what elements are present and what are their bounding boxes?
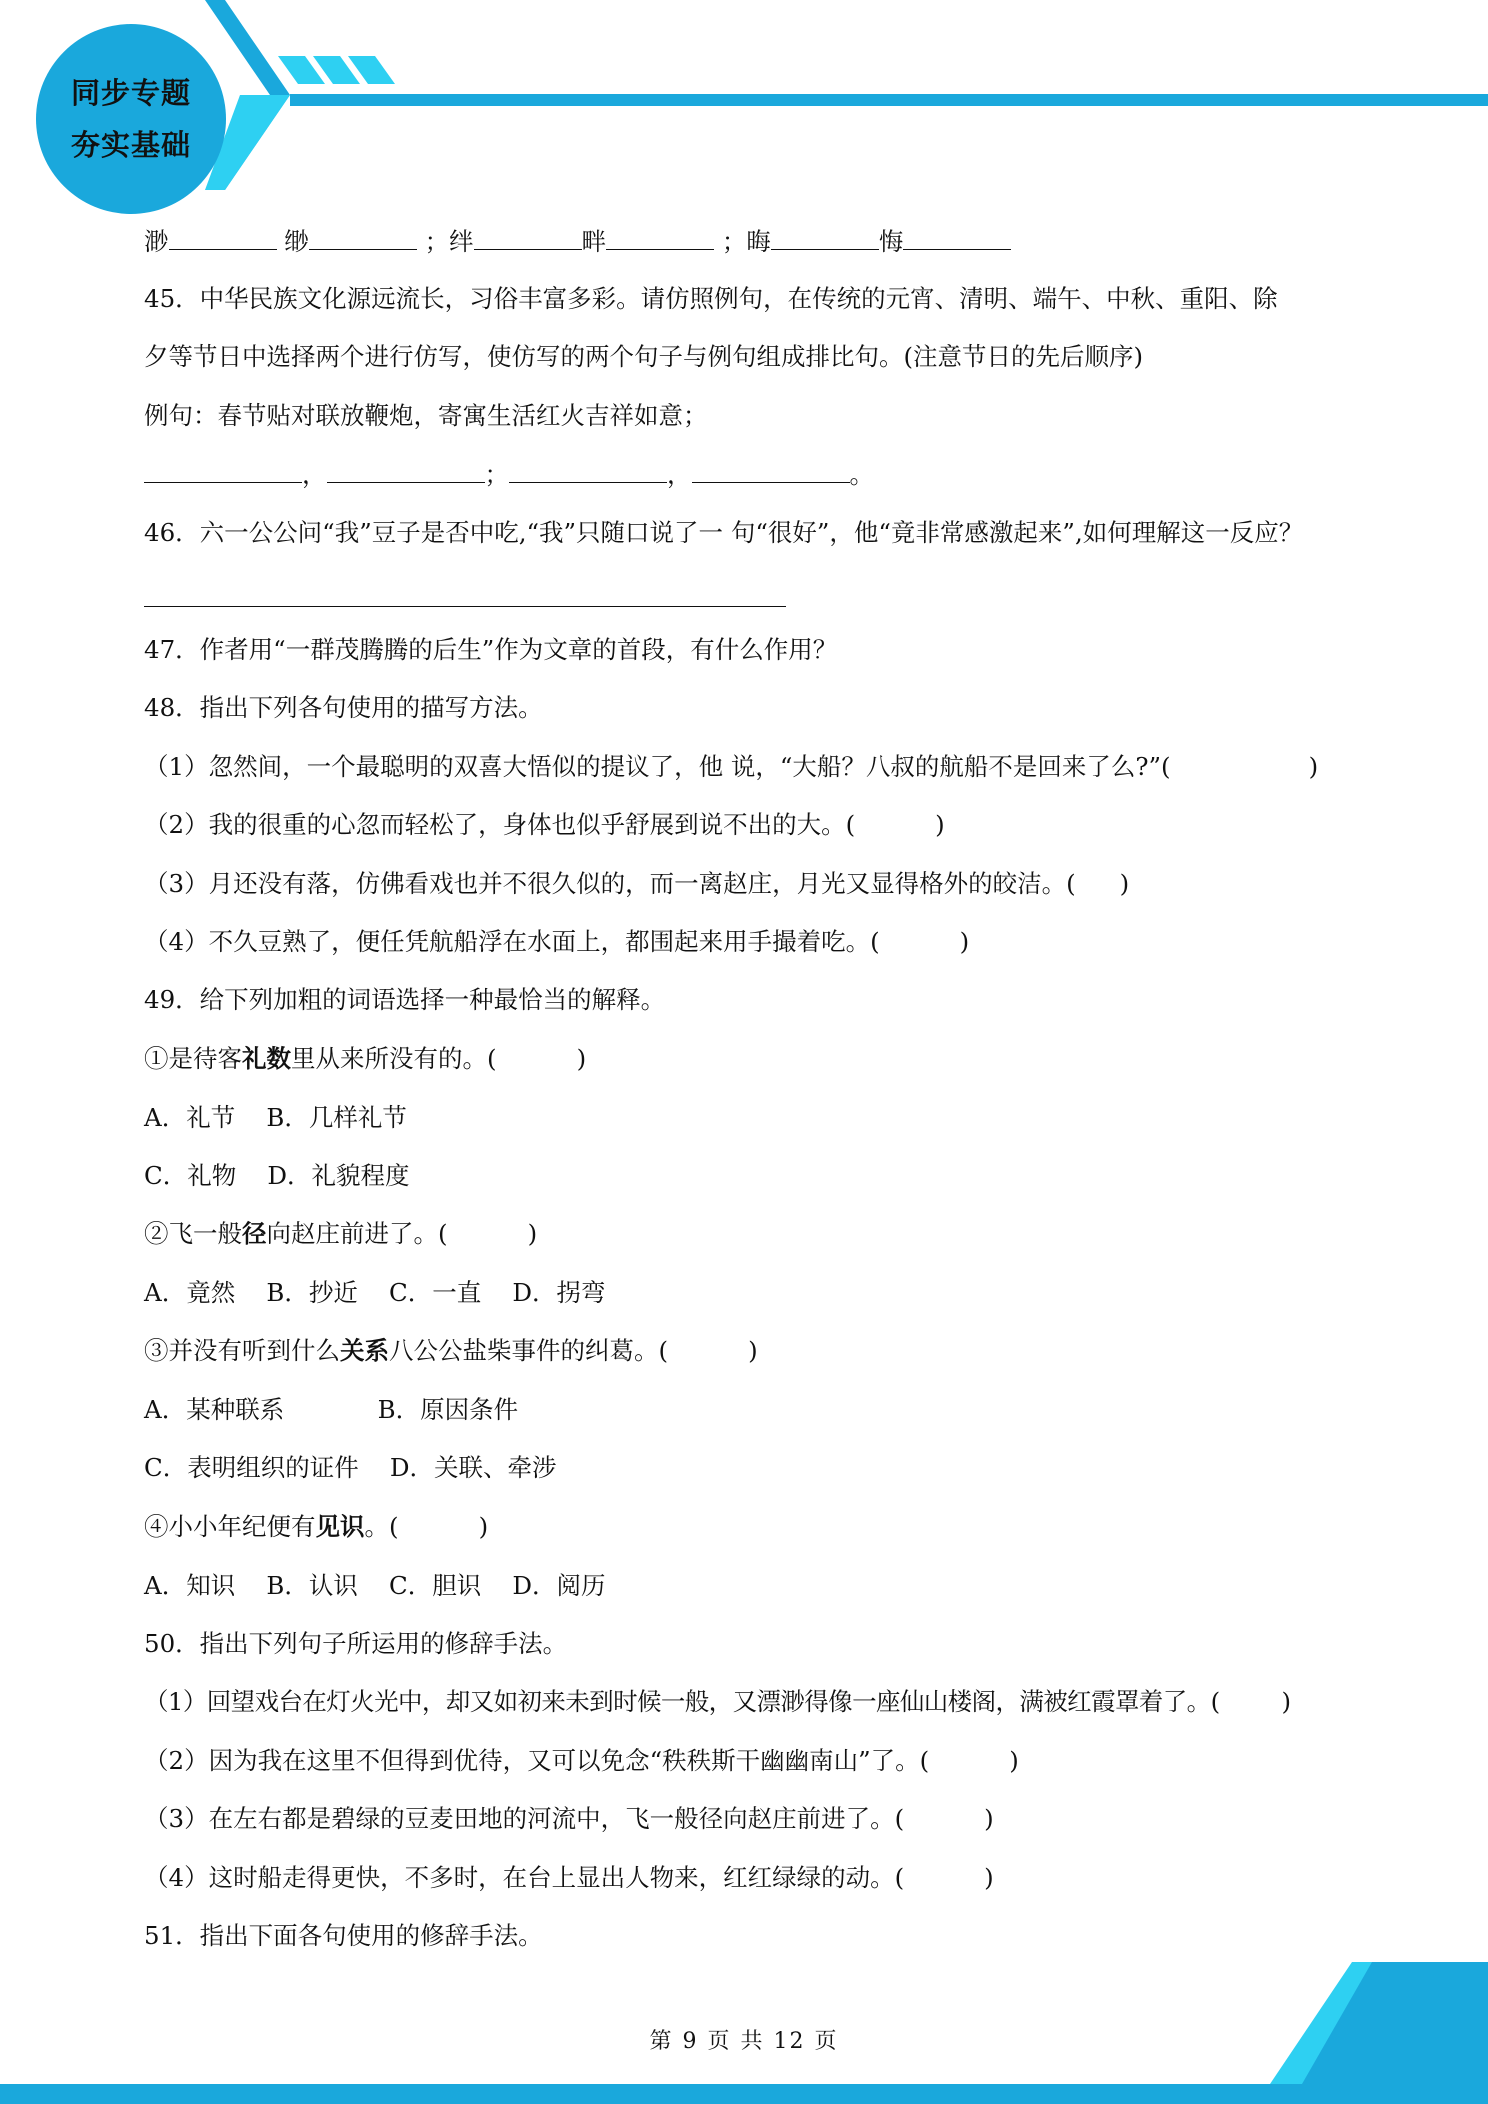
- q49-s1-bold-word: 礼数: [242, 1044, 291, 1073]
- close-paren: ): [1009, 1746, 1019, 1775]
- q49-s1-pre: ①是待客: [144, 1044, 242, 1073]
- q50-item-1: [144, 1686, 1291, 1718]
- q49-s1-options-2: C．礼物 D．礼貌程度: [144, 1161, 410, 1190]
- q48-item-1: [144, 751, 1318, 783]
- q49-s3-options-1: A．某种联系 B．原因条件: [144, 1395, 519, 1424]
- q50-item-4: [144, 1862, 994, 1894]
- q49-s1-post: 里从来所没有的。(: [291, 1044, 497, 1073]
- answer-blank[interactable]: [327, 460, 485, 483]
- close-paren: ): [1119, 869, 1130, 898]
- close-paren: ): [959, 927, 970, 956]
- answer-blank[interactable]: [606, 227, 714, 250]
- q45-sep-3: ，: [667, 460, 692, 489]
- q49-sub-4: [144, 1511, 488, 1543]
- close-paren: ): [984, 1863, 994, 1892]
- q48-title: 48．指出下列各句使用的描写方法。: [144, 693, 543, 722]
- q48-item-4-text: （4）不久豆熟了，便任凭航船浮在水面上，都围起来用手撮着吃。(: [144, 927, 880, 956]
- close-paren: ): [935, 810, 945, 839]
- q44-char-5: ；晦: [721, 227, 771, 256]
- q49-s2-pre: ②飞一般: [144, 1219, 242, 1248]
- q45-sep-2: ；: [484, 460, 509, 489]
- q50-item-1-text: （1）回望戏台在灯火光中，却又如初来未到时候一般，又漂渺得像一座仙山楼阁，满被红霞罩着了。(: [144, 1687, 1220, 1716]
- q44-char-6: 悔: [878, 227, 904, 256]
- close-paren: ): [748, 1336, 758, 1365]
- header-badge: [36, 24, 226, 214]
- q50-item-2: [144, 1745, 1019, 1777]
- badge-line-2: 夯实基础: [70, 128, 191, 162]
- answer-blank[interactable]: [309, 227, 417, 250]
- q49-s4-bold-word: 见识: [315, 1512, 365, 1541]
- q48-item-4: [144, 926, 969, 958]
- q49-s2-post: 向赵庄前进了。(: [266, 1219, 448, 1248]
- q48-item-3-text: （3）月还没有落，仿佛看戏也并不很久似的，而一离赵庄，月光又显得格外的皎洁。(: [144, 869, 1076, 898]
- close-paren: ): [576, 1044, 587, 1073]
- close-paren: ): [1281, 1687, 1291, 1716]
- q50-item-3: [144, 1803, 994, 1835]
- q49-title: 49．给下列加粗的词语选择一种最恰当的解释。: [144, 985, 666, 1014]
- q48-item-1-text: （1）忽然间，一个最聪明的双喜大悟似的提议了，他 说，“大船？八叔的航船不是回来了么?”(: [144, 752, 1171, 781]
- q48-item-2: [144, 809, 945, 841]
- badge-line-1: 同步专题: [70, 76, 191, 110]
- q49-s3-post: 八公公盐柴事件的纠葛。(: [389, 1336, 669, 1365]
- answer-blank[interactable]: [509, 460, 667, 483]
- q50-item-4-text: （4）这时船走得更快，不多时，在台上显出人物来，红红绿绿的动。(: [144, 1863, 905, 1892]
- q49-s2-options: A．竟然 B．抄近 C．一直 D．拐弯: [144, 1278, 606, 1307]
- q49-s1-options-1: A．礼节 B．几样礼节: [144, 1103, 407, 1132]
- q49-sub-1: [144, 1043, 586, 1075]
- answer-blank[interactable]: [692, 460, 850, 483]
- q45-answer-row: [144, 459, 874, 491]
- q44-row: [144, 226, 1011, 258]
- q44-char-2: 缈: [284, 227, 309, 256]
- q49-s4-pre: ④小小年纪便有: [144, 1512, 316, 1541]
- header-rule: [290, 94, 1488, 106]
- q44-char-3: ；绊: [424, 227, 474, 256]
- close-paren: ): [984, 1804, 994, 1833]
- q50-item-3-text: （3）在左右都是碧绿的豆麦田地的河流中，飞一般径向赵庄前进了。(: [144, 1804, 905, 1833]
- q45-line-1: 45．中华民族文化源远流长，习俗丰富多彩。请仿照例句，在传统的元宵、清明、端午、中秋、重阳、除: [144, 284, 1278, 313]
- q48-item-3: [144, 868, 1129, 900]
- q47-text: 47．作者用“一群茂腾腾的后生”作为文章的首段，有什么作用？: [144, 635, 838, 664]
- answer-blank[interactable]: [903, 227, 1011, 250]
- q50-title: 50．指出下列句子所运用的修辞手法。: [144, 1629, 568, 1658]
- q45-sep-1: ，: [302, 460, 327, 489]
- q46-answer-line[interactable]: [144, 606, 786, 607]
- q45-line-2: 夕等节日中选择两个进行仿写，使仿写的两个句子与例句组成排比句。(注意节日的先后顺序): [144, 342, 1144, 371]
- q49-s3-bold-word: 关系: [340, 1336, 389, 1365]
- answer-blank[interactable]: [169, 227, 277, 250]
- close-paren: ): [527, 1219, 538, 1248]
- q44-char-4: 畔: [581, 227, 607, 256]
- q49-s2-bold-word: 径: [242, 1219, 267, 1248]
- footer-rule: [0, 2084, 1488, 2104]
- q49-s4-options: A．知识 B．认识 C．胆识 D．阅历: [144, 1571, 606, 1600]
- q45-example: 例句：春节贴对联放鞭炮，寄寓生活红火吉祥如意；: [144, 401, 708, 430]
- answer-blank[interactable]: [474, 227, 582, 250]
- q49-s3-pre: ③并没有听到什么: [144, 1336, 340, 1365]
- q44-char-1: 渺: [144, 227, 169, 256]
- q49-s4-post: 。(: [364, 1512, 399, 1541]
- q46-text: 46．六一公公问“我”豆子是否中吃,“我”只随口说了一 句“很好”，他“竟非常感激起来”,如何理解这一反应？: [144, 518, 1304, 547]
- q45-sep-4: 。: [849, 460, 874, 489]
- q49-sub-3: [144, 1335, 758, 1367]
- q51-text: 51．指出下面各句使用的修辞手法。: [144, 1921, 543, 1950]
- page-number: 第 9 页 共 12 页: [649, 2029, 839, 2054]
- close-paren: ): [1308, 752, 1319, 781]
- q48-item-2-text: （2）我的很重的心忽而轻松了，身体也似乎舒展到说不出的大。(: [144, 810, 856, 839]
- answer-blank[interactable]: [144, 460, 302, 483]
- q49-sub-2: [144, 1218, 537, 1250]
- answer-blank[interactable]: [771, 227, 879, 250]
- close-paren: ): [478, 1512, 489, 1541]
- q50-item-2-text: （2）因为我在这里不但得到优待，又可以免念“秩秩斯干幽幽南山”了。(: [144, 1746, 930, 1775]
- q49-s3-options-2: C．表明组织的证件 D．关联、牵涉: [144, 1453, 557, 1482]
